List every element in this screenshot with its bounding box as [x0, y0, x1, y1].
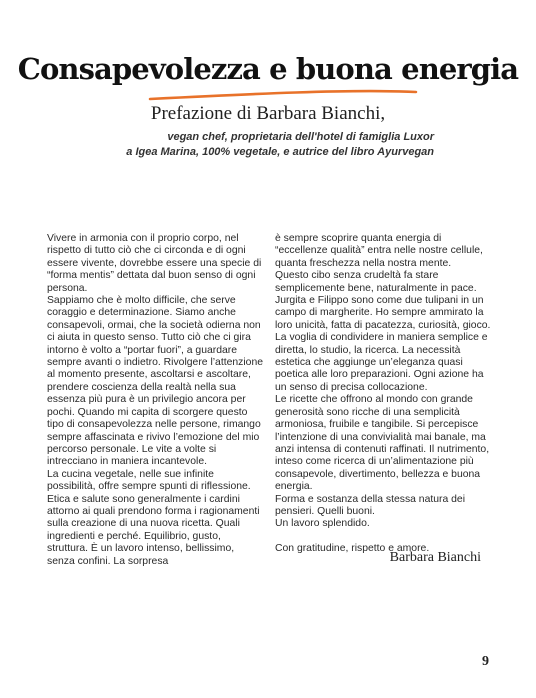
paragraph: Questo cibo senza crudeltà fa stare semplicemente bene, naturalmente in pace. — [275, 270, 477, 294]
paragraph: Forma e sostanza della stessa natura dei pensieri. Quelli buoni. — [275, 493, 466, 517]
paragraph: Jurgita e Filippo sono come due tulipani in un campo di margherite. Ho sempre ammirato la loro unicità, fatta di pacatezza, curiosità, gioco. La voglia di condividere in maniera semplice e diretta, lo studio, la ricerca. La necessità estetica che aggiunge un’eleganza quasi poetica alle loro preparazioni. Ogni azione ha un senso di precisa collocazione. — [275, 295, 491, 393]
bio-line-2 — [126, 145, 434, 160]
paragraph: La cucina vegetale, nelle sue infinite possibilità, offre sempre spunti di riflessione. Etica e salute sono generalmente i cardini attorno ai quali prendono forma i ragionamenti sulla creazione di una nuova ricetta. Quali ingredienti e perché. Equilibrio, gusto, struttura. È un lavoro intenso, bellissimo, senza confini. La sorpresa — [47, 468, 260, 567]
closing-line: Con gratitudine, rispetto e amore. — [275, 543, 430, 555]
left-text-column — [47, 233, 263, 568]
paragraph: è sempre scoprire quanta energia di “eccellenze qualità” entra nelle nostre cellule, quanta freschezza nella nostra mente. — [275, 233, 483, 269]
paragraph: Le ricette che offrono al mondo con grande generosità sono ricche di una semplicità armoniosa, fruibile e tangibile. Si percepisce l’intenzione di una convivialità mai banale, ma anzi intensa di contenuti raffinati. Il nutrimento, inteso come ricerca di un’alimentazione più consapevole, divertimento, bellezza e buona energia. — [275, 394, 490, 493]
paragraph: Un lavoro splendido. — [275, 518, 370, 530]
page-number: 9 — [482, 654, 489, 669]
bio-line-2-text: a Igea Marina, 100% vegetale, e autrice del libro — [126, 146, 378, 158]
swoosh-stroke — [150, 91, 416, 99]
preface-subtitle: Prefazione di Barbara Bianchi, — [150, 103, 386, 124]
paragraph: Vivere in armonia con il proprio corpo, nel rispetto di tutto ciò che ci circonda e di ogni essere vivente, dovrebbe essere una specie di “forma mentis” dettata dal buon senso di ogni persona. — [47, 233, 262, 294]
page-title: Consapevolezza e buona energia — [17, 52, 519, 86]
signature: Barbara Bianchi — [389, 550, 481, 565]
right-text-column — [275, 233, 491, 556]
bio-line-1: vegan chef, proprietaria dell'hotel di famiglia Luxor — [167, 131, 434, 143]
paragraph: Sappiamo che è molto difficile, che serve coraggio e determinazione. Siamo anche consapevoli, ormai, che la società odierna non ci aiuta in questo senso. Tutto ciò che ci gira intorno è volto a “portar fuori”, a guardare sempre avanti o indietro. Rivolgere l’attenzione al momento presente, ascoltarsi e ascoltare, prendere coscienza della realtà nella sua essenza più pura è un privilegio ancora per pochi. Quando mi capita di scorgere questo tipo di consapevolezza nelle persone, rimango sempre affascinata e rivivo l’emozione del mio percorso personale. Le vite a volte si intrecciano in maniera incantevole. — [47, 295, 264, 468]
author-bio — [126, 130, 434, 160]
book-title: Ayurvegan — [377, 146, 434, 158]
